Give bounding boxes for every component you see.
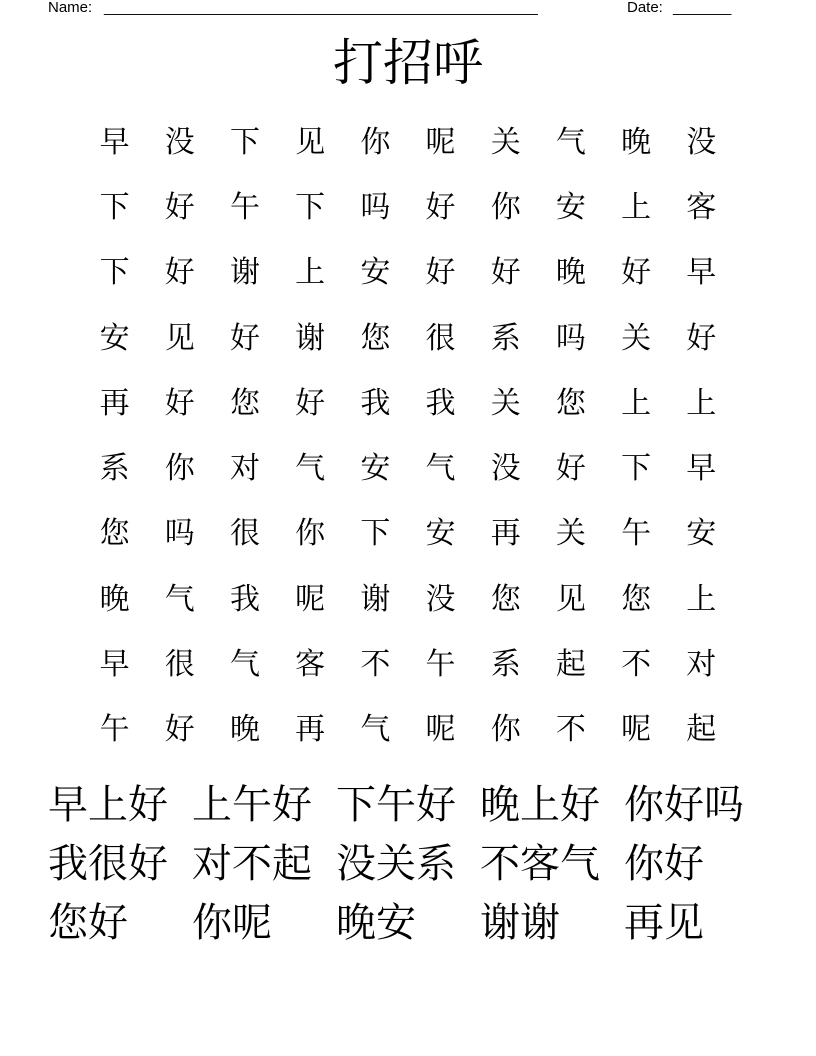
- grid-row: [82, 567, 742, 632]
- grid-cell[interactable]: 好: [229, 320, 260, 356]
- grid-cell[interactable]: 好: [164, 385, 195, 421]
- grid-cell[interactable]: 系: [490, 320, 521, 356]
- grid-cell[interactable]: 午: [621, 516, 652, 552]
- grid-cell[interactable]: 早: [686, 451, 717, 487]
- grid-cell[interactable]: 气: [164, 581, 195, 617]
- grid-cell[interactable]: 系: [490, 647, 521, 683]
- grid-cell[interactable]: 好: [164, 189, 195, 225]
- grid-cell[interactable]: 没: [686, 124, 717, 160]
- grid-cell[interactable]: 下: [360, 516, 391, 552]
- grid-cell[interactable]: 气: [229, 647, 260, 683]
- date-field-line[interactable]: _______: [673, 0, 732, 16]
- word-bank-item: 你好吗: [624, 781, 744, 828]
- grid-cell[interactable]: 起: [686, 712, 717, 748]
- grid-cell[interactable]: 气: [425, 451, 456, 487]
- grid-cell[interactable]: 谢: [229, 255, 260, 291]
- word-bank-item: 晚上好: [480, 781, 600, 828]
- grid-row: [82, 436, 742, 501]
- grid-cell[interactable]: 没: [425, 581, 456, 617]
- grid-row: [82, 175, 742, 240]
- grid-cell[interactable]: 早: [99, 647, 130, 683]
- grid-cell[interactable]: 起: [555, 647, 586, 683]
- grid-cell[interactable]: 好: [555, 451, 586, 487]
- grid-cell[interactable]: 呢: [425, 124, 456, 160]
- grid-cell[interactable]: 很: [425, 320, 456, 356]
- grid-cell[interactable]: 您: [360, 320, 391, 356]
- grid-cell[interactable]: 见: [555, 581, 586, 617]
- grid-cell[interactable]: 谢: [360, 581, 391, 617]
- word-bank: [48, 775, 768, 952]
- name-field-line[interactable]: ____________________________________________________: [104, 0, 538, 16]
- grid-cell[interactable]: 您: [99, 516, 130, 552]
- grid-cell[interactable]: 对: [229, 451, 260, 487]
- grid-cell[interactable]: 早: [99, 124, 130, 160]
- grid-cell[interactable]: 关: [621, 320, 652, 356]
- grid-cell[interactable]: 您: [555, 385, 586, 421]
- word-bank-item: 没关系: [336, 840, 456, 887]
- grid-cell[interactable]: 午: [229, 189, 260, 225]
- grid-cell[interactable]: 好: [621, 255, 652, 291]
- grid-cell[interactable]: 不: [555, 712, 586, 748]
- grid-row: [82, 502, 742, 567]
- grid-row: [82, 632, 742, 697]
- word-bank-item: 再见: [624, 899, 704, 946]
- grid-cell[interactable]: 关: [490, 385, 521, 421]
- grid-cell[interactable]: 晚: [555, 255, 586, 291]
- grid-cell[interactable]: 好: [425, 189, 456, 225]
- name-label: Name:: [48, 0, 93, 16]
- grid-cell[interactable]: 吗: [555, 320, 586, 356]
- grid-row: [82, 110, 742, 175]
- word-bank-row: [48, 775, 768, 834]
- grid-cell[interactable]: 好: [686, 320, 717, 356]
- grid-row: [82, 306, 742, 371]
- grid-cell[interactable]: 我: [425, 385, 456, 421]
- grid-cell[interactable]: 午: [425, 647, 456, 683]
- page-title: 打招呼: [333, 34, 483, 92]
- grid-cell[interactable]: 没: [490, 451, 521, 487]
- grid-cell[interactable]: 谢: [295, 320, 326, 356]
- grid-cell[interactable]: 上: [621, 385, 652, 421]
- grid-cell[interactable]: 好: [164, 255, 195, 291]
- grid-cell[interactable]: 上: [621, 189, 652, 225]
- word-bank-item: 上午好: [192, 781, 312, 828]
- grid-cell[interactable]: 晚: [229, 712, 260, 748]
- grid-cell[interactable]: 上: [686, 385, 717, 421]
- grid-cell[interactable]: 呢: [295, 581, 326, 617]
- grid-cell[interactable]: 下: [229, 124, 260, 160]
- grid-cell[interactable]: 早: [686, 255, 717, 291]
- word-bank-item: 晚安: [336, 899, 416, 946]
- grid-cell[interactable]: 关: [555, 516, 586, 552]
- grid-cell[interactable]: 吗: [360, 189, 391, 225]
- word-bank-item: 你好: [624, 840, 704, 887]
- grid-cell[interactable]: 你: [295, 516, 326, 552]
- word-bank-item: 您好: [48, 899, 128, 946]
- grid-cell[interactable]: 吗: [164, 516, 195, 552]
- grid-cell[interactable]: 好: [295, 385, 326, 421]
- grid-cell[interactable]: 你: [164, 451, 195, 487]
- grid-cell[interactable]: 上: [295, 255, 326, 291]
- word-bank-item: 对不起: [192, 840, 312, 887]
- grid-cell[interactable]: 下: [99, 255, 130, 291]
- grid-cell[interactable]: 你: [490, 189, 521, 225]
- grid-cell[interactable]: 安: [360, 255, 391, 291]
- grid-cell[interactable]: 好: [490, 255, 521, 291]
- word-search-grid: [82, 110, 742, 763]
- word-bank-item: 谢谢: [480, 899, 560, 946]
- grid-cell[interactable]: 您: [490, 581, 521, 617]
- grid-cell[interactable]: 客: [686, 189, 717, 225]
- grid-cell[interactable]: 再: [99, 385, 130, 421]
- grid-row: [82, 698, 742, 763]
- grid-cell[interactable]: 好: [164, 712, 195, 748]
- grid-cell[interactable]: 气: [295, 451, 326, 487]
- grid-cell[interactable]: 你: [490, 712, 521, 748]
- grid-cell[interactable]: 我: [229, 581, 260, 617]
- grid-cell[interactable]: 气: [360, 712, 391, 748]
- grid-cell[interactable]: 下: [99, 189, 130, 225]
- grid-cell[interactable]: 安: [555, 189, 586, 225]
- grid-cell[interactable]: 见: [295, 124, 326, 160]
- grid-cell[interactable]: 你: [360, 124, 391, 160]
- grid-cell[interactable]: 没: [164, 124, 195, 160]
- grid-cell[interactable]: 呢: [621, 712, 652, 748]
- grid-cell[interactable]: 好: [425, 255, 456, 291]
- word-bank-item: 不客气: [480, 840, 600, 887]
- grid-cell[interactable]: 午: [99, 712, 130, 748]
- grid-cell[interactable]: 安: [99, 320, 130, 356]
- grid-row: [82, 371, 742, 436]
- grid-cell[interactable]: 我: [360, 385, 391, 421]
- grid-cell[interactable]: 关: [490, 124, 521, 160]
- grid-cell[interactable]: 再: [490, 516, 521, 552]
- grid-cell[interactable]: 下: [621, 451, 652, 487]
- word-bank-row: [48, 893, 768, 952]
- grid-cell[interactable]: 客: [295, 647, 326, 683]
- word-bank-item: 你呢: [192, 899, 272, 946]
- grid-cell[interactable]: 上: [686, 581, 717, 617]
- word-bank-item: 我很好: [48, 840, 168, 887]
- grid-cell[interactable]: 不: [621, 647, 652, 683]
- grid-cell[interactable]: 您: [621, 581, 652, 617]
- word-bank-item: 早上好: [48, 781, 168, 828]
- word-bank-row: [48, 834, 768, 893]
- word-bank-item: 下午好: [336, 781, 456, 828]
- date-label: Date:: [627, 0, 663, 16]
- grid-cell[interactable]: 系: [99, 451, 130, 487]
- grid-cell[interactable]: 安: [425, 516, 456, 552]
- worksheet-header: [48, 0, 748, 20]
- grid-cell[interactable]: 晚: [621, 124, 652, 160]
- grid-cell[interactable]: 很: [164, 647, 195, 683]
- grid-cell[interactable]: 晚: [99, 581, 130, 617]
- grid-cell[interactable]: 安: [686, 516, 717, 552]
- grid-cell[interactable]: 您: [229, 385, 260, 421]
- grid-cell[interactable]: 安: [360, 451, 391, 487]
- grid-cell[interactable]: 下: [295, 189, 326, 225]
- grid-cell[interactable]: 气: [555, 124, 586, 160]
- grid-cell[interactable]: 见: [164, 320, 195, 356]
- grid-cell[interactable]: 不: [360, 647, 391, 683]
- grid-cell[interactable]: 再: [295, 712, 326, 748]
- grid-row: [82, 241, 742, 306]
- grid-cell[interactable]: 呢: [425, 712, 456, 748]
- grid-cell[interactable]: 对: [686, 647, 717, 683]
- grid-cell[interactable]: 很: [229, 516, 260, 552]
